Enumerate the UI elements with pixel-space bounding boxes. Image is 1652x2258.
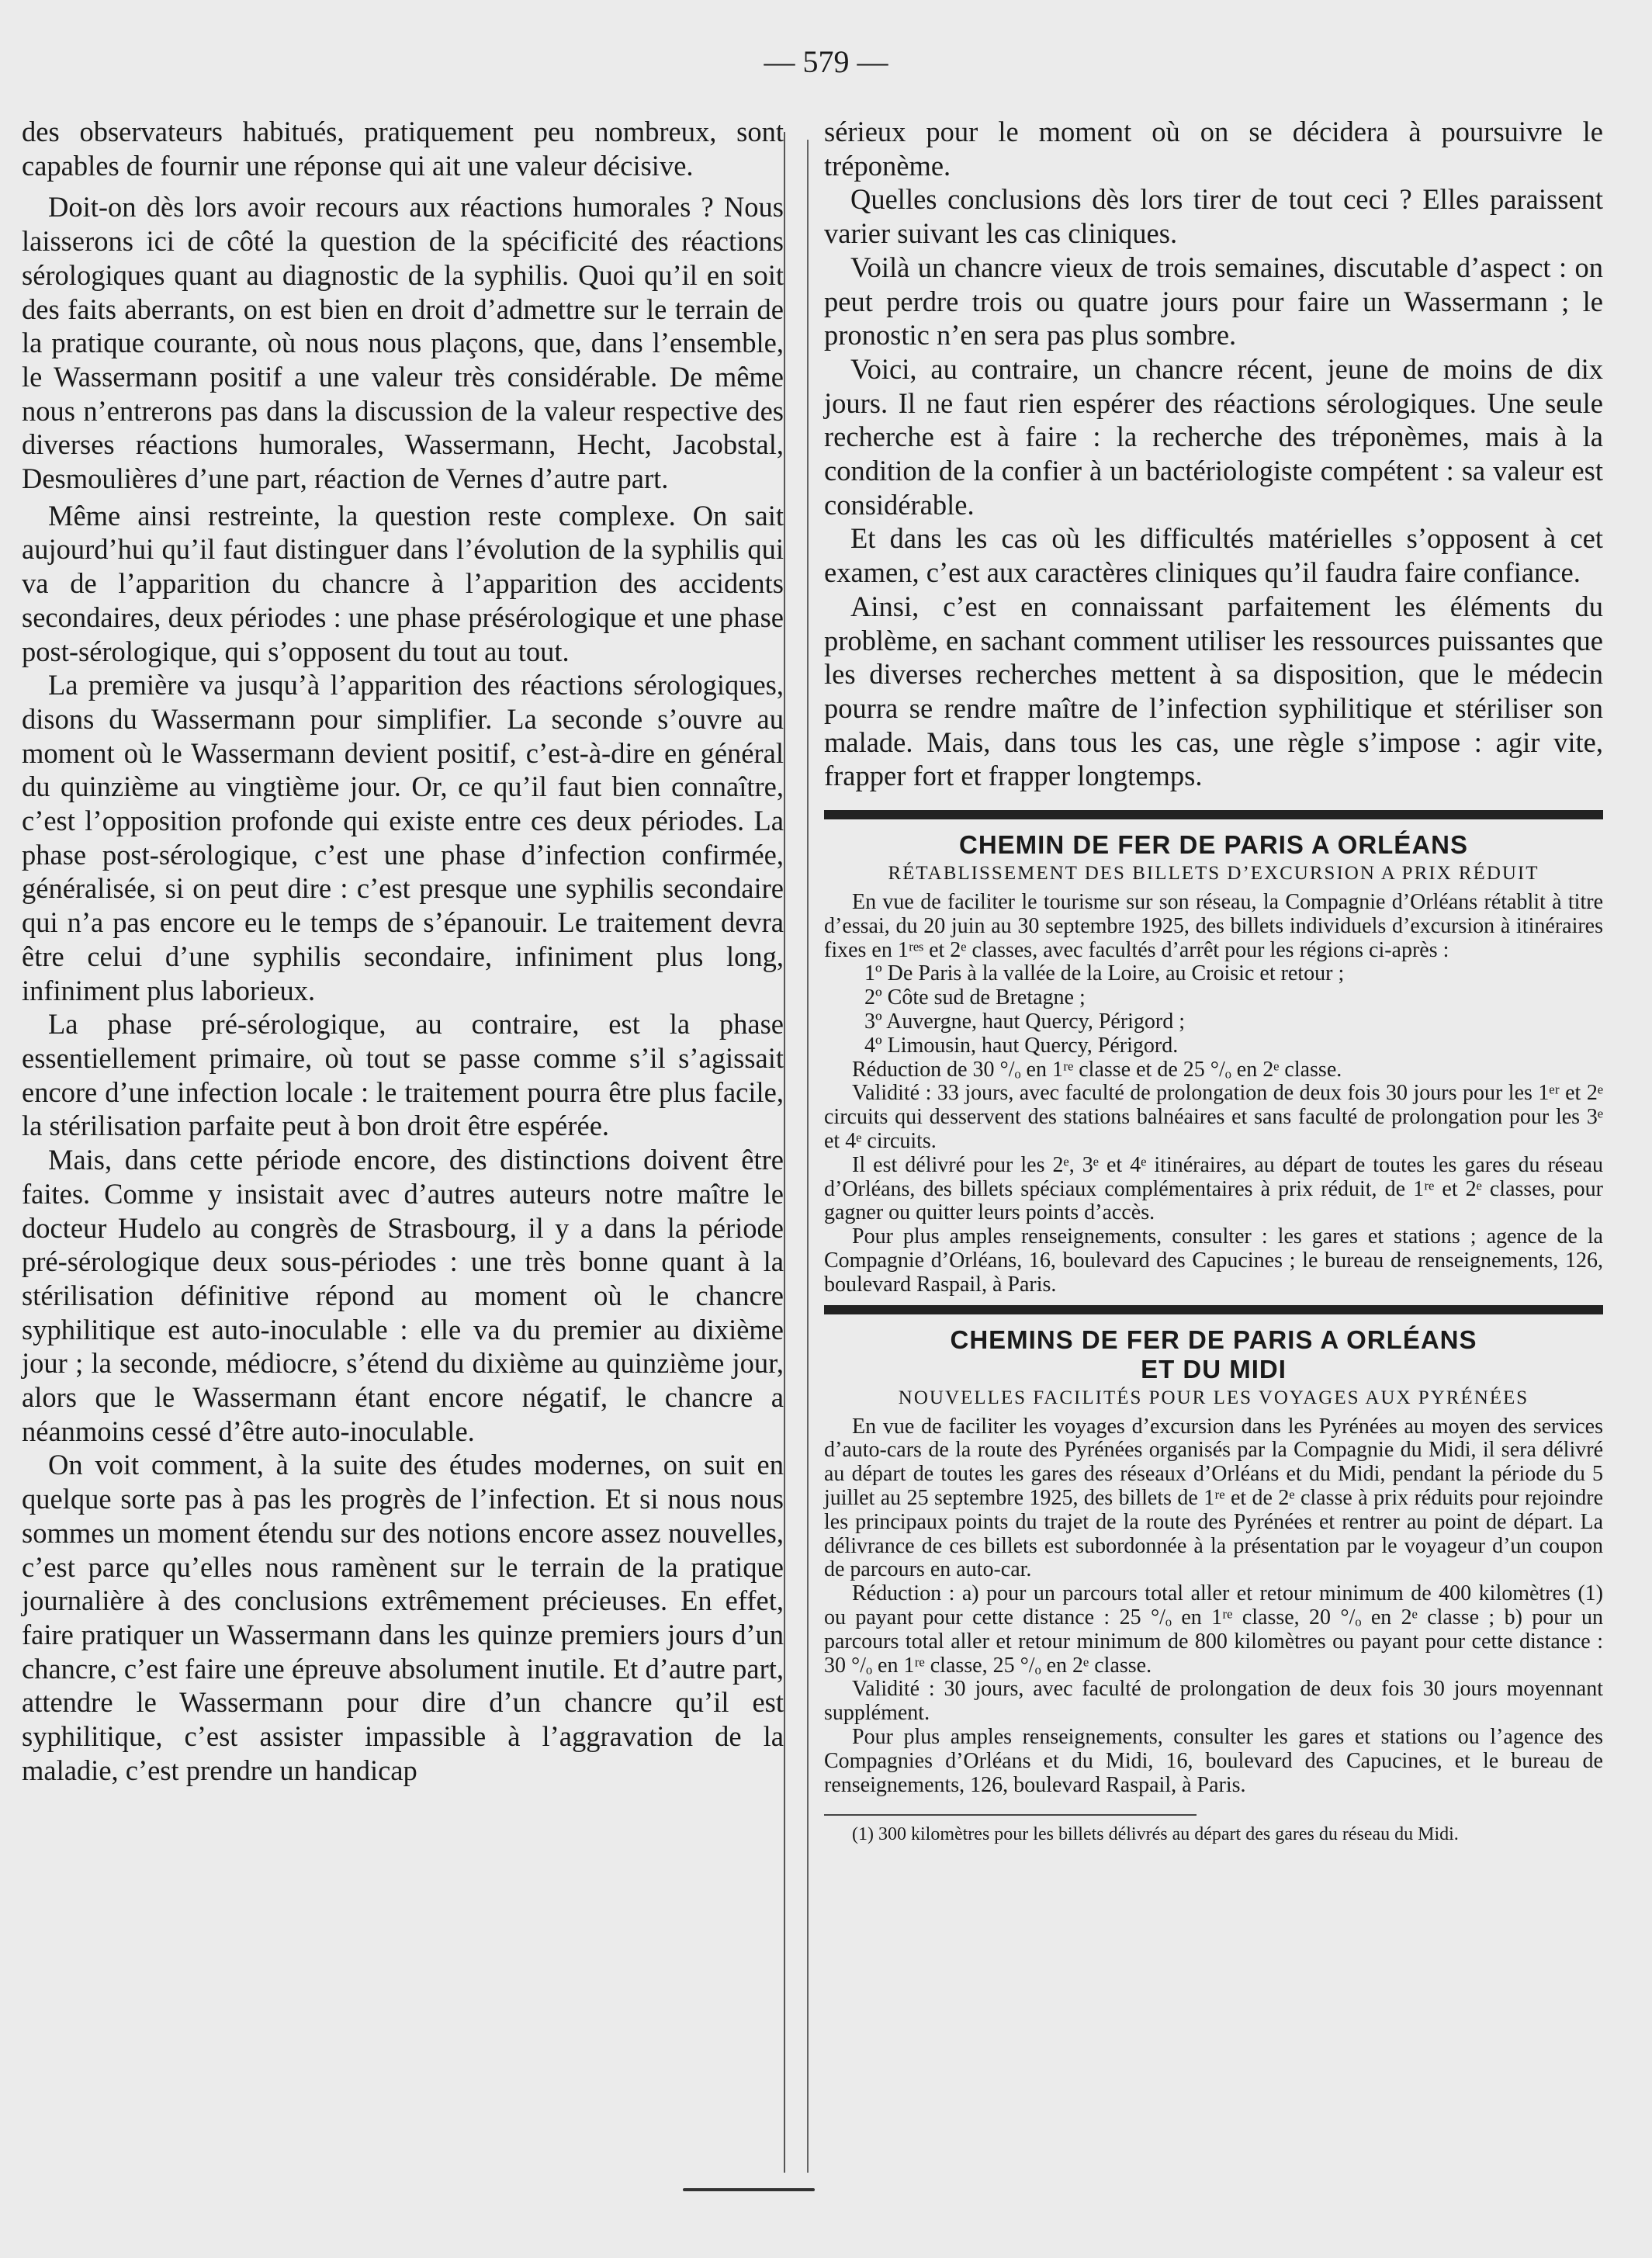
notice-top-rule xyxy=(824,1305,1603,1314)
page-number: — 579 — xyxy=(764,44,888,79)
body-paragraph: Doit-on dès lors avoir recours aux réactions humorales ? Nous laisserons ici de côté la question de la spécificité des réactions sérologiques quant au diagnostic de la syphilis. Quoi qu’il en soit des faits aberrants, on est bien en droit d’admettre sur le terrain de la pratique courante, où nous nous plaçons, que, dans l’ensemble, le Wassermann positif a une valeur très considérable. De même nous n’entrerons pas dans la discussion de la valeur respective des diverses réactions humorales, Wassermann, Hecht, Jacobstal, Desmoulières d’une part, réaction de Vernes d’autre part. xyxy=(22,191,784,495)
body-paragraph: Même ainsi restreinte, la question reste complexe. On sait aujourd’hui qu’il faut distinguer dans l’évolution de la syphilis qui va de l’apparition du chancre à l’apparition des accidents secondaires, deux périodes : une phase présérologique et une phase post-sérologique, qui s’opposent du tout au tout. xyxy=(22,499,784,667)
left-column xyxy=(22,115,784,1787)
railway-notice-orleans-midi xyxy=(824,1305,1603,1846)
notice-paragraph: Validité : 30 jours, avec faculté de prolongation de deux fois 30 jours moyennant supplément. xyxy=(824,1677,1603,1726)
footnote: (1) 300 kilomètres pour les billets délivrés au départ des gares du réseau du Midi. xyxy=(852,1824,1459,1845)
itinerary-item: 2º Côte sud de Bretagne ; xyxy=(864,985,1086,1010)
itinerary-list xyxy=(824,962,1603,1058)
body-paragraph: On voit comment, à la suite des études modernes, on suit en quelque sorte pas à pas les progrès de l’infection. Et si nous nous sommes un moment étendu sur des notions encore assez nouvelles, c’est parce qu’elles nous ramènent sur le terrain de la pratique journalière à des conclusions extrêmement précieuses. En effet, faire pratiquer un Wassermann dans les quinze premiers jours d’un chancre, c’est faire une épreuve absolument inutile. Et d’autre part, attendre le Wassermann pour dire d’un chancre qu’il est syphilitique, c’est assister impassible à l’aggravation de la maladie, c’est prendre un handicap xyxy=(22,1449,784,1786)
end-rule xyxy=(683,2188,815,2191)
railway-notice-orleans xyxy=(824,810,1603,1297)
right-column xyxy=(824,115,1603,1845)
body-paragraph: Voilà un chancre vieux de trois semaines, discutable d’aspect : on peut perdre trois ou quatre jours pour faire un Wassermann ; le pronostic n’en sera pas plus sombre. xyxy=(824,251,1603,352)
notice-paragraph: Validité : 33 jours, avec faculté de prolongation de deux fois 30 jours pour les 1ᵉʳ et 2ᵉ circuits qui desservent des stations balnéaires et sans faculté de prolongation pour les 3ᵉ et 4ᵉ circuits. xyxy=(824,1081,1603,1154)
itinerary-item: 3º Auvergne, haut Quercy, Périgord ; xyxy=(864,1010,1186,1034)
footnote-rule xyxy=(824,1814,1197,1816)
body-paragraph: Ainsi, c’est en connaissant parfaitement les éléments du problème, en sachant comment utiliser les ressources puissantes que les diverses recherches mettent à sa disposition, que le médecin pourra se rendre maître de l’infection syphilitique et stériliser son malade. Mais, dans tous les cas, une règle s’impose : agir vite, frapper fort et frapper longtemps. xyxy=(824,590,1603,792)
notice-subtitle: RÉTABLISSEMENT DES BILLETS D’EXCURSION A PRIX RÉDUIT xyxy=(888,863,1539,885)
notice-paragraph: Réduction de 30 °/ₒ en 1ʳᵉ classe et de 25 °/ₒ en 2ᵉ classe. xyxy=(852,1057,1342,1082)
notice-subtitle: NOUVELLES FACILITÉS POUR LES VOYAGES AUX PYRÉNÉES xyxy=(898,1387,1529,1408)
notice-paragraph: Pour plus amples renseignements, consulter : les gares et stations ; agence de la Compagnie d’Orléans, 16, boulevard des Capucines ; le bureau de renseignements, 126, boulevard Raspail, à Paris. xyxy=(824,1224,1603,1297)
notice-paragraph: Pour plus amples renseignements, consulter les gares et stations ou l’agence des Compagnies d’Orléans et du Midi, 16, boulevard des Capucines, et le bureau de renseignements, 126, boulevard Raspail, à Paris. xyxy=(824,1724,1603,1797)
notice-top-rule xyxy=(824,810,1603,819)
notice-paragraph: Il est délivré pour les 2ᵉ, 3ᵉ et 4ᵉ itinéraires, au départ de toutes les gares du réseau d’Orléans, des billets spéciaux complémentaires à prix réduit, de 1ʳᵉ et 2ᵉ classes, pour gagner ou quitter leurs points d’accès. xyxy=(824,1152,1603,1225)
notice-paragraph: En vue de faciliter les voyages d’excursion dans les Pyrénées au moyen des services d’auto-cars de la route des Pyrénées organisés par la Compagnie du Midi, il sera délivré au départ de toutes les gares des réseaux d’Orléans et du Midi, pendant la période du 5 juillet au 25 septembre 1925, des billets de 1ʳᵉ et de 2ᵉ classe à prix réduits pour rejoindre les principaux points du trajet de la route des Pyrénées et rentrer au point de départ. La délivrance de ces billets est subordonnée à la présentation par le voyageur d’un coupon de parcours en auto-car. xyxy=(824,1414,1603,1582)
body-paragraph: La première va jusqu’à l’apparition des réactions sérologiques, disons du Wassermann pour simplifier. La seconde s’ouvre au moment où le Wassermann devient positif, c’est-à-dire en général du quinzième au vingtième jour. Or, ce qu’il faut bien connaître, c’est l’opposition profonde qui existe entre ces deux périodes. La phase post-sérologique, c’est une phase d’infection confirmée, généralisée, si on peut dire : c’est presque une syphilis secondaire qui n’a pas encore eu le temps de s’épanouir. Le traitement devra être celui d’une syphilis secondaire, infiniment plus long, infiniment plus laborieux. xyxy=(22,669,784,1006)
body-paragraph: sérieux pour le moment où on se décidera à poursuivre le tréponème. xyxy=(824,116,1603,182)
body-paragraph: des observateurs habitués, pratiquement peu nombreux, sont capables de fournir une réponse qui ait une valeur décisive. xyxy=(22,116,784,182)
notice-title-line2: ET DU MIDI xyxy=(1141,1354,1287,1384)
column-divider xyxy=(784,132,785,2173)
body-paragraph: Mais, dans cette période encore, des distinctions doivent être faites. Comme y insistait avec d’autres auteurs notre maître le docteur Hudelo au congrès de Strasbourg, il y a dans la période pré-sérologique deux sous-périodes : une très bonne quant à la stérilisation définitive répond au moment où le chancre syphilitique est auto-inoculable : elle va du premier au dixième jour ; la seconde, médiocre, s’étend du dixième au quinzième jour, alors que le Wassermann étant encore négatif, le chancre a néanmoins cessé d’être auto-inoculable. xyxy=(22,1144,784,1447)
notice-paragraph: Réduction : a) pour un parcours total aller et retour minimum de 400 kilomètres (1) ou payant pour cette distance : 25 °/ₒ en 1ʳᵉ classe, 20 °/ₒ en 2ᵉ classe ; b) pour un parcours total aller et retour minimum de 800 kilomètres ou payant pour cette distance : 30 °/ₒ en 1ʳᵉ classe, 25 °/ₒ en 2ᵉ classe. xyxy=(824,1581,1603,1678)
itinerary-item: 1º De Paris à la vallée de la Loire, au Croisic et retour ; xyxy=(864,961,1345,986)
body-paragraph: Et dans les cas où les difficultés matérielles s’opposent à cet examen, c’est aux caractères cliniques qu’il faudra faire confiance. xyxy=(824,522,1603,589)
notice-paragraph: En vue de faciliter le tourisme sur son réseau, la Compagnie d’Orléans rétablit à titre d’essai, du 20 juin au 30 septembre 1925, des billets individuels d’excursion à itinéraires fixes en 1ʳᵉˢ et 2ᵉ classes, avec facultés d’arrêt pour les régions ci-après : xyxy=(824,890,1603,962)
itinerary-item: 4º Limousin, haut Quercy, Périgord. xyxy=(864,1033,1179,1058)
body-paragraph: Quelles conclusions dès lors tirer de tout ceci ? Elles paraissent varier suivant les cas cliniques. xyxy=(824,183,1603,250)
notice-title: CHEMIN DE FER DE PARIS A ORLÉANS xyxy=(959,830,1468,860)
column-divider-inner xyxy=(807,140,809,2173)
body-paragraph: La phase pré-sérologique, au contraire, est la phase essentiellement primaire, où tout se passe comme s’il s’agissait encore d’une infection locale : le traitement pourra être plus facile, la stérilisation parfaite peut à bon droit être espérée. xyxy=(22,1008,784,1142)
body-paragraph: Voici, au contraire, un chancre récent, jeune de moins de dix jours. Il ne faut rien espérer des réactions sérologiques. Une seule recherche est à faire : la recherche des tréponèmes, mais à la condition de la confier à un bactériologiste compétent : sa valeur est considérable. xyxy=(824,352,1603,521)
notice-title: CHEMINS DE FER DE PARIS A ORLÉANS xyxy=(950,1325,1477,1354)
